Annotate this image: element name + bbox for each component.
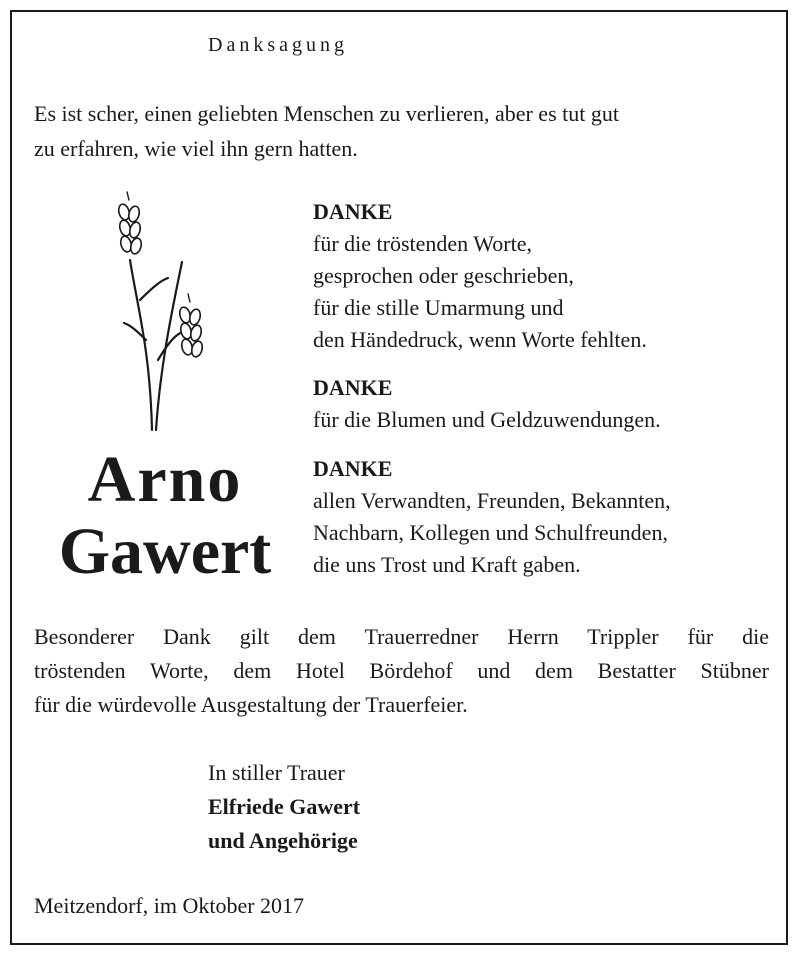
- thanks-title: DANKE: [313, 456, 393, 481]
- thanks-title: DANKE: [313, 375, 393, 400]
- thanks-block: [313, 196, 647, 356]
- intro-line: zu erfahren, wie viel ihn gern hatten.: [34, 136, 358, 161]
- special-thanks-text: [34, 620, 769, 722]
- thanks-line: gesprochen oder geschrieben,: [313, 263, 574, 288]
- thanks-title: DANKE: [313, 199, 393, 224]
- thanks-line: für die Blumen und Geldzuwendungen.: [313, 407, 661, 432]
- notice-heading: Danksagung: [208, 34, 348, 56]
- signature-intro: In stiller Trauer: [208, 760, 345, 785]
- intro-line: Es ist scher, einen geliebten Menschen zu verlieren, aber es tut gut: [34, 101, 619, 126]
- deceased-first-name: Arno: [87, 443, 243, 516]
- signature-family: und Angehörige: [208, 828, 358, 853]
- thanks-block: [313, 453, 671, 581]
- thanks-line: den Händedruck, wenn Worte fehlten.: [313, 327, 647, 352]
- special-thanks-line: für die würdevolle Ausgestaltung der Trauerfeier.: [34, 692, 468, 717]
- special-thanks-line: tröstenden Worte, dem Hotel Bördehof und dem Bestatter Stübner: [34, 658, 769, 683]
- thanks-line: für die stille Umarmung und: [313, 295, 564, 320]
- thanks-line: die uns Trost und Kraft gaben.: [313, 552, 581, 577]
- deceased-last-name: Gawert: [58, 515, 272, 588]
- thanks-line: für die tröstenden Worte,: [313, 231, 532, 256]
- special-thanks-line: Besonderer Dank gilt dem Trauerredner Herrn Trippler für die: [34, 624, 769, 649]
- thanks-line: Nachbarn, Kollegen und Schulfreunden,: [313, 520, 668, 545]
- thanks-block: [313, 372, 661, 436]
- wheat-ears-icon: [100, 190, 220, 440]
- thanks-line: allen Verwandten, Freunden, Bekannten,: [313, 488, 671, 513]
- signature-name: Elfriede Gawert: [208, 794, 361, 819]
- place-date: Meitzendorf, im Oktober 2017: [34, 893, 305, 918]
- signature-block: [208, 756, 360, 858]
- intro-text: [34, 96, 769, 166]
